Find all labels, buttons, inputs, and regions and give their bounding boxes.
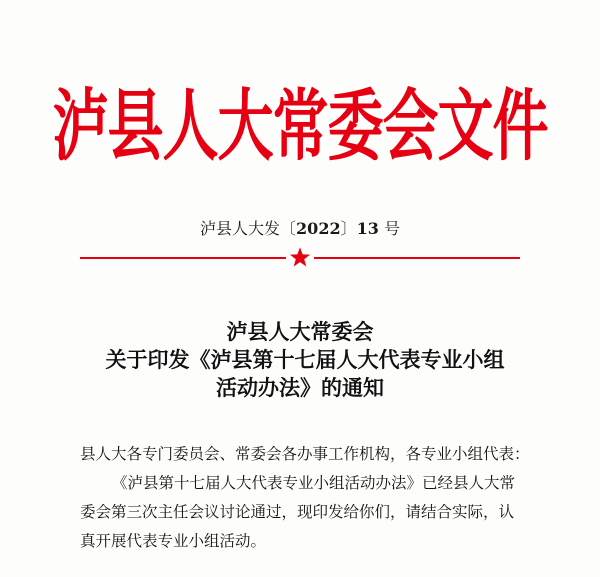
doc-number-value: 13 — [356, 219, 379, 238]
divider-line-left — [80, 257, 286, 259]
notice-title — [0, 318, 600, 402]
divider-line-right — [314, 257, 520, 259]
title-line-2: 关于印发《泸县第十七届人大代表专业小组 — [105, 347, 505, 372]
notice-body — [80, 440, 550, 556]
body-paragraph-line-2: 委会第三次主任会议讨论通过，现印发给你们，请结合实际，认 — [80, 503, 515, 521]
body-paragraph-line-1: 《泸县第十七届人大代表专业小组活动办法》已经县人大常 — [112, 474, 516, 492]
red-divider — [80, 246, 520, 270]
title-line-3: 活动办法》的通知 — [216, 375, 384, 400]
document-number — [0, 218, 600, 240]
doc-number-bracket: 〕 — [340, 219, 357, 238]
star-icon — [289, 246, 311, 268]
title-line-1: 泸县人大常委会 — [226, 319, 374, 344]
masthead-title: 泸县人大常委会文件 — [52, 80, 548, 172]
salutation: 县人大各专门委员会、常委会各办事工作机构，各专业小组代表： — [80, 445, 530, 463]
doc-number-prefix: 泸县人大发〔 — [200, 219, 297, 238]
doc-number-suffix: 号 — [378, 219, 400, 238]
doc-number-year: 2022 — [296, 219, 341, 238]
body-paragraph-line-3: 真开展代表专业小组活动。 — [80, 532, 267, 550]
